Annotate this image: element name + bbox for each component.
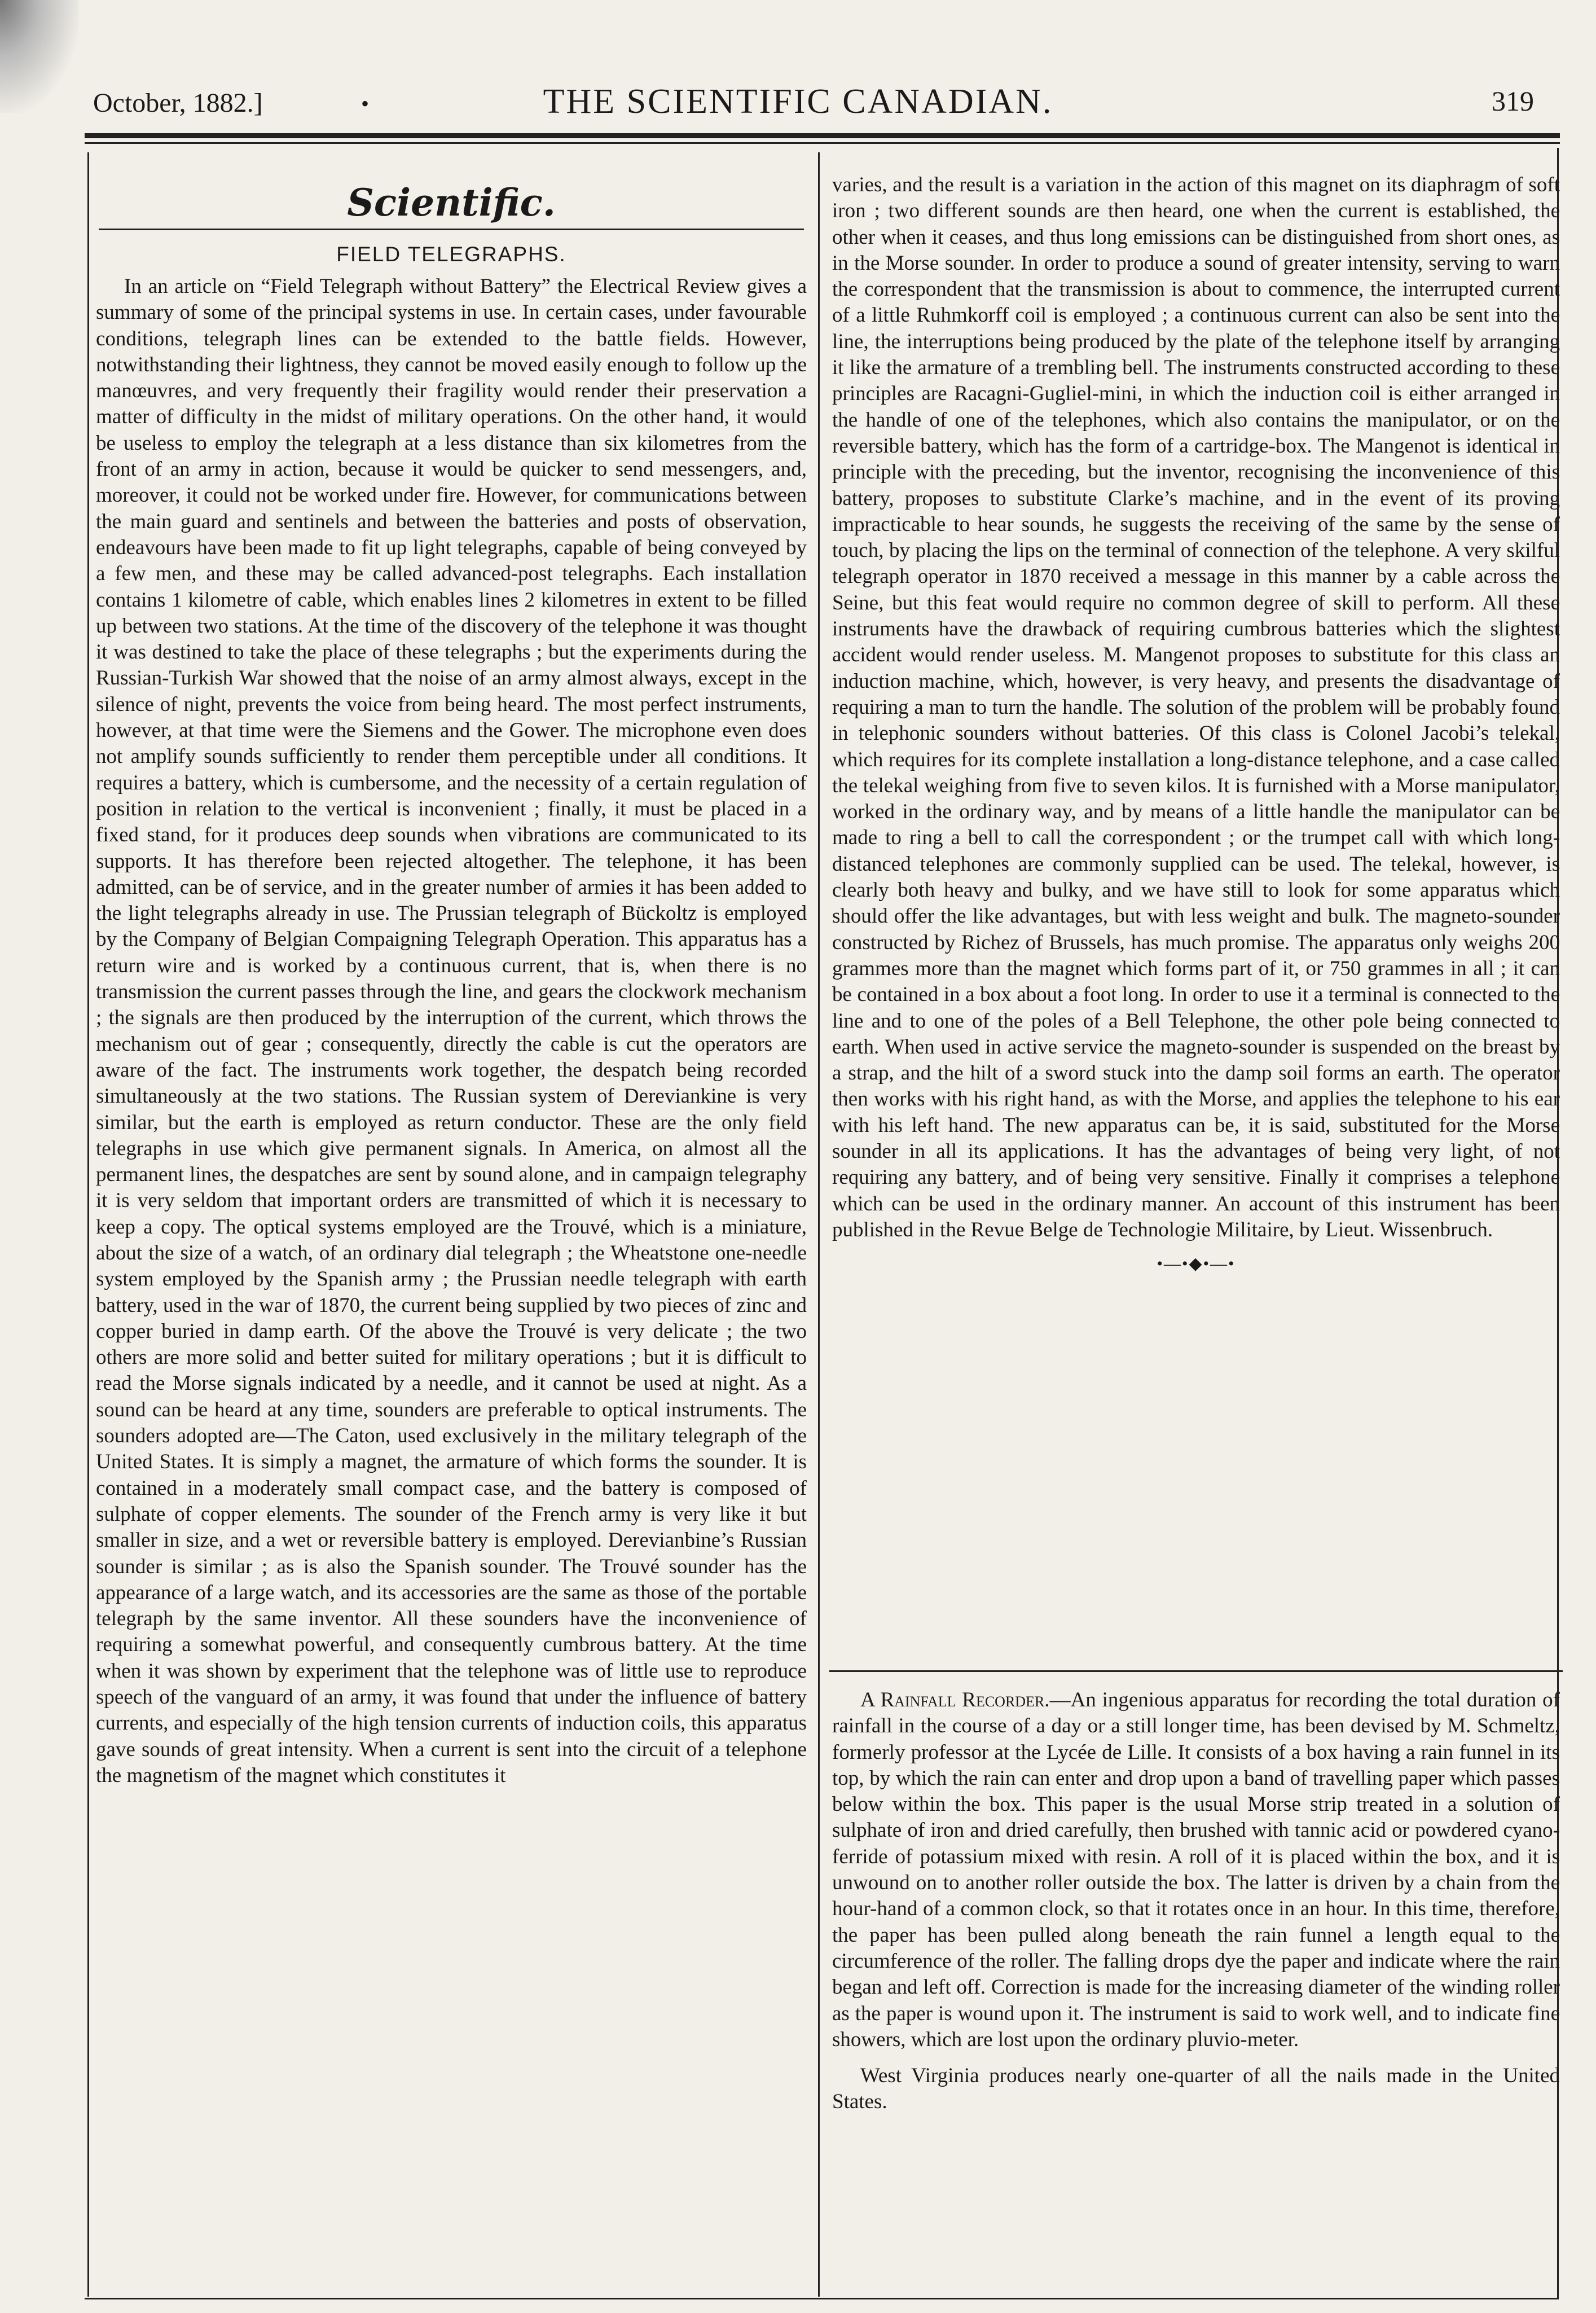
header-dot: • (361, 91, 370, 116)
article-column-right (832, 172, 1560, 1707)
article-separator: •—•◆•—• (1157, 1254, 1236, 1274)
rainfall-column (832, 1687, 1560, 2251)
column-divider (818, 152, 820, 2297)
journal-title: THE SCIENTIFIC CANADIAN. (543, 82, 1053, 121)
rainfall-text: —An ingenious apparatus for recording the total duration of rainfall in the course of a day or a still longer time, has been devised by M. Schmeltz, formerly professor at the Lycée de Lille. It consists of a box having a rain funnel in its top, by which the rain can enter and drop upon a band of travelling paper which passes below within the box. This paper is the usual Morse strip treated in a solution of sulphate of iron and dried carefully, then brushed with tannic acid or powdered cyano-ferride of potassium mixed with resin. A roll of it is placed within the box, and it is unwound on to another roller outside the box. The latter is driven by a chain from the hour-hand of a common clock, so that it rotates once in an hour. In this time, therefore, the paper has been pulled along beneath the rain funnel a length equal to the circumference of the roller. The falling drops dye the paper and indicate where the rain began and left off. Correction is made for the increasing diameter of the winding roller as the paper is wound upon it. The instrument is said to work well, and to indicate fine showers, which are lost upon the ordinary pluvio-meter. (832, 1688, 1560, 2051)
page-number: 319 (1492, 85, 1534, 117)
article-body-left: In an article on “Field Telegraph without Battery” the Electrical Review gives a summary of some of the principal systems in use. In certain cases, under favourable conditions, telegraph lines can be extended to the battle fields. However, notwithstanding their lightness, they cannot be moved easily enough to follow up the manœuvres, and very frequently their fragility would render their preservation a matter of difficulty in the midst of military operations. On the other hand, it would be useless to employ the telegraph at a less distance than six kilometres from the front of an army in action, because it would be quicker to send messengers, and, moreover, it could not be worked under fire. However, for communications between the main guard and sentinels and between the batteries and posts of observation, endeavours have been made to fit up light telegraphs, capable of being conveyed by a few men, and these may be called advanced-post telegraphs. Each installation contains 1 kilometre of cable, which enables lines 2 kilometres in extent to be filled up between two stations. At the time of the discovery of the telephone it was thought it was destined to take the place of these telegraphs ; but the experiments during the Russian-Turkish War showed that the noise of an army almost always, except in the silence of night, prevents the voice from being heard. The most perfect instruments, however, at that time were the Siemens and the Gower. The microphone even does not amplify sounds sufficiently to render them perceptible under all conditions. It requires a battery, which is cumbersome, and the necessity of a certain regulation of position in relation to the vertical is inconvenient ; finally, it must be placed in a fixed stand, for it produces deep sounds when vibrations are communicated to its supports. It has therefore been rejected altogether. The telephone, it has been admitted, can be of service, and in the greater number of armies it has been added to the light telegraphs already in use. The Prussian telegraph of Bückoltz is employed by the Company of Belgian Compaigning Telegraph Operation. This apparatus has a return wire and is worked by a continuous current, that is, when there is no transmission the current passes through the line, and gears the clockwork mechanism ; the signals are then produced by the interruption of the current, which throws the mechanism out of gear ; consequently, directly the cable is cut the operators are aware of the fact. The instruments work together, the despatch being recorded simultaneously at the two stations. The Russian system of Dereviankine is very similar, but the earth is employed as return conductor. These are the only field telegraphs in use which give permanent signals. In America, on almost all the permanent lines, the despatches are sent by sound alone, and in campaign telegraphy it is very seldom that important orders are transmitted of which it is necessary to keep a copy. The optical systems employed are the Trouvé, which is a miniature, about the size of a watch, of an ordinary dial telegraph ; the Wheatstone one-needle system employed by the Spanish army ; the Prussian needle telegraph with earth battery, used in the war of 1870, the current being supplied by two pieces of zinc and copper buried in damp earth. Of the above the Trouvé is very delicate ; the two others are more solid and better suited for military operations ; but it is difficult to read the Morse signals indicated by a needle, and it cannot be used at night. As a sound can be heard at any time, sounders are preferable to optical instruments. The sounders adopted are—The Caton, used exclusively in the military telegraph of the United States. It is simply a magnet, the armature of which forms the sounder. It is contained in a moderately small compact case, and the battery is composed of sulphate of copper elements. The sounder of the French army is very like it but smaller in size, and a wet or reversible battery is employed. Derevianbine’s Russian sounder is similar ; as is also the Spanish sounder. The Trouvé sounder has the appearance of a large watch, and its accessories are the same as those of the portable telegraph by the same inventor. All these sounders have the inconvenience of requiring a somewhat powerful, and consequently cumbrous battery. At the time when it was shown by experiment that the telephone was of little use to reproduce speech of the vanguard of an army, it was found that under the influence of battery currents, and especially of the high tension currents of induction coils, this apparatus gave sounds of great intensity. When a current is sent into the circuit of a telephone the magnetism of the magnet which constitutes it (96, 275, 807, 1787)
header-rule-thick (85, 133, 1560, 138)
article-column-left (96, 274, 807, 2299)
article-title: FIELD TELEGRAPHS. (336, 243, 566, 266)
rainfall-lead: A Rainfall Recorder. (860, 1688, 1050, 1711)
header-rule-thin (85, 142, 1560, 144)
nails-note: West Virginia produces nearly one-quarter of all the nails made in the United States. (832, 2064, 1560, 2114)
section-heading: Scientific. (347, 181, 556, 225)
issue-date: October, 1882.] (93, 88, 263, 118)
rainfall-paragraph (832, 1687, 1560, 2053)
article-body-right: varies, and the result is a variation in the action of this magnet on its diaphragm of soft iron ; two different sounds are then heard, one when the current is established, the other when it ceases, and thus long emissions can be distinguished from short ones, as in the Morse sounder. In order to produce a sound of greater intensity, serving to warn the correspondent that the transmission is about to commence, the interrupted current of a little Ruhmkorff coil is employed ; a continuous current can also be sent into the line, the interruptions being produced by the plate of the telephone itself by arranging it like the armature of a trembling bell. The instruments constructed according to these principles are Racagni-Gugliel-mini, in which the induction coil is either arranged in the handle of one of the telephones, which also contains the manipulator, or on the reversible battery, which has the form of a cartridge-box. The Mangenot is identical in principle with the preceding, but the inventor, recognising the inconvenience of this battery, proposes to substitute Clarke’s machine, and in the event of its proving impracticable to hear sounds, he suggests the receiving of the same by the sense of touch, by placing the lips on the terminal of connection of the telephone. A very skilful telegraph operator in 1870 received a message in this manner by a cable across the Seine, but this feat would require no common degree of skill to perform. All these instruments have the drawback of requiring cumbrous batteries which the slightest accident would render useless. M. Mangenot proposes to substitute for this class an induction machine, which, however, is very heavy, and presents the disadvantage of requiring a man to turn the handle. The solution of the problem will be probably found in telephonic sounders without batteries. Of this class is Colonel Jacobi’s telekal, which requires for its complete installation a long-distance telephone, and a case called the telekal weighing from five to seven kilos. It is furnished with a Morse manipulator, worked in the ordinary way, and by means of a little handle the manipulator can be made to ring a bell to call the correspondent ; or the trumpet call with which long-distanced telephones are commonly supplied can be used. The telekal, however, is clearly both heavy and bulky, and we have still to look for some apparatus which should offer the like advantages, but with less weight and bulk. The magneto-sounder constructed by Richez of Brussels, has much promise. The apparatus only weighs 200 grammes more than the magnet which forms part of it, or 750 grammes in all ; it can be contained in a box about a foot long. In order to use it a terminal is connected to the line and to one of the poles of a Bell Telephone, the other pole being connected to earth. When used in active service the magneto-sounder is suspended on the breast by a strap, and the hilt of a sword stuck into the damp soil forms an earth. The operator then works with his right hand, as with the Morse, and applies the telephone to his ear with his left hand. The new apparatus can be, it is said, substituted for the Morse sounder in all its applications. It has the advantages of being very light, of not requiring any battery, and of being very sensitive. Finally it comprises a telephone which can be used in the ordinary manner. An account of this instrument has been published in the Revue Belge de Technologie Militaire, by Lieut. Wissenbruch. (832, 173, 1560, 1241)
rainfall-box-rule (829, 1670, 1563, 1672)
section-rule (99, 229, 804, 230)
left-frame-line (87, 152, 89, 2297)
